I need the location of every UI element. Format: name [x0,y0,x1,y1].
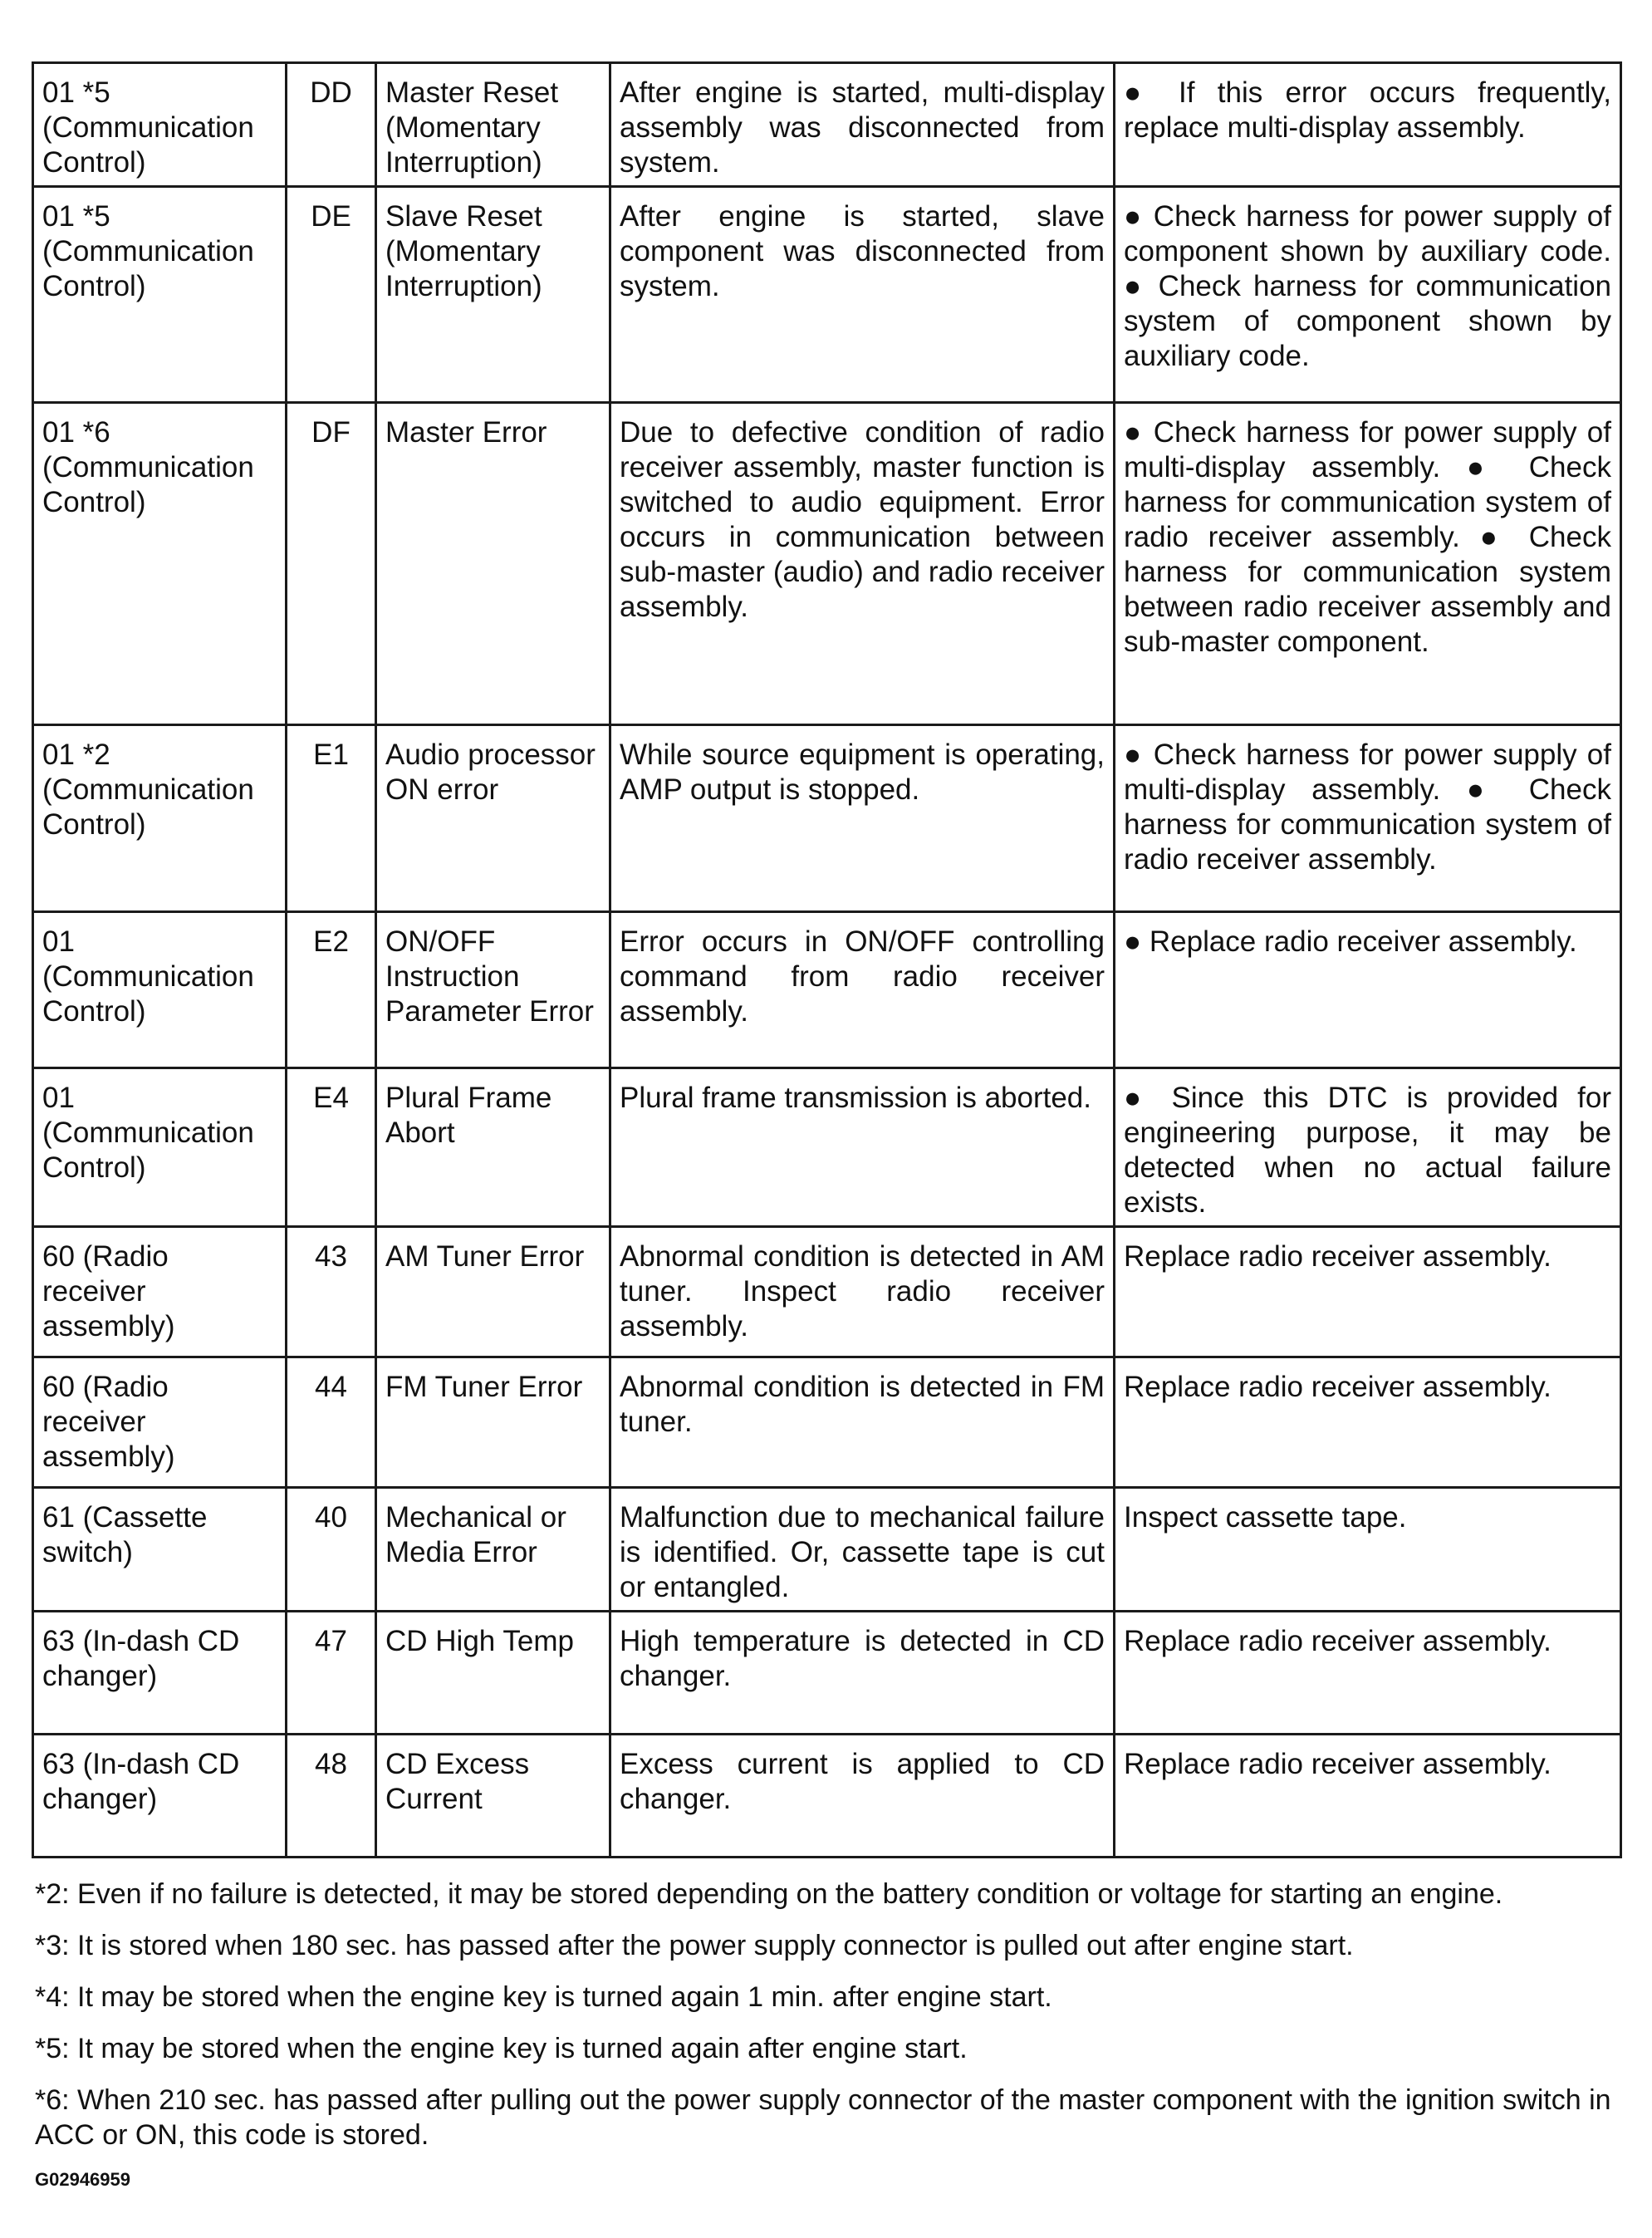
cell-detection-item: ON/OFF Instruction Parameter Error [376,912,610,1068]
cell-dtc: 43 [287,1227,376,1357]
table-row [33,725,1621,912]
cell-detection-item: Audio processor ON error [376,725,610,912]
cell-dtc: 48 [287,1735,376,1858]
table-row [33,1735,1621,1858]
table-row [33,1612,1621,1735]
footnote: *2: Even if no failure is detected, it may be stored depending on the battery condition or voltage for starting an engine. [35,1878,1503,1910]
table-row [33,1357,1621,1488]
cell-action: Replace radio receiver assembly. [1115,1612,1621,1735]
cell-action: Replace radio receiver assembly. [1115,1227,1621,1357]
footnote: *5: It may be stored when the engine key is turned again after engine start. [35,2033,968,2064]
cell-dtc: DD [287,63,376,187]
cell-detection-item: Mechanical or Media Error [376,1488,610,1612]
cell-detection-item: Plural Frame Abort [376,1068,610,1227]
cell-diagnosis-code: 63 (In-dash CD changer) [33,1612,287,1735]
cell-trouble-area: High temperature is detected in CD changer. [610,1612,1115,1735]
cell-detection-item: Slave Reset (Momentary Interruption) [376,187,610,403]
cell-dtc: DF [287,403,376,725]
cell-detection-item: Master Reset (Momentary Interruption) [376,63,610,187]
cell-detection-item: AM Tuner Error [376,1227,610,1357]
cell-trouble-area: After engine is started, multi-display assembly was disconnected from system. [610,63,1115,187]
cell-dtc: 44 [287,1357,376,1488]
cell-detection-item: CD Excess Current [376,1735,610,1858]
cell-diagnosis-code: 01 (Communication Control) [33,912,287,1068]
cell-action: ● Since this DTC is provided for engineering purpose, it may be detected when no actual failure exists. [1115,1068,1621,1227]
cell-trouble-area: Abnormal condition is detected in AM tuner. Inspect radio receiver assembly. [610,1227,1115,1357]
dtc-page [32,61,1620,2191]
table-row [33,63,1621,187]
cell-trouble-area: Abnormal condition is detected in FM tuner. [610,1357,1115,1488]
cell-trouble-area: Error occurs in ON/OFF controlling command from radio receiver assembly. [610,912,1115,1068]
cell-action: Inspect cassette tape. [1115,1488,1621,1612]
cell-trouble-area: Malfunction due to mechanical failure is identified. Or, cassette tape is cut or entangled. [610,1488,1115,1612]
cell-detection-item: FM Tuner Error [376,1357,610,1488]
table-row [33,912,1621,1068]
cell-diagnosis-code: 61 (Cassette switch) [33,1488,287,1612]
cell-diagnosis-code: 60 (Radio receiver assembly) [33,1227,287,1357]
cell-trouble-area: After engine is started, slave component was disconnected from system. [610,187,1115,403]
table-row [33,187,1621,403]
cell-trouble-area: Excess current is applied to CD changer. [610,1735,1115,1858]
cell-detection-item: CD High Temp [376,1612,610,1735]
cell-action: ● Check harness for power supply of multi-display assembly. ● Check harness for communication system of radio receiver assembly. [1115,725,1621,912]
cell-dtc: 47 [287,1612,376,1735]
cell-diagnosis-code: 60 (Radio receiver assembly) [33,1357,287,1488]
cell-dtc: 40 [287,1488,376,1612]
cell-action: ● Replace radio receiver assembly. [1115,912,1621,1068]
cell-action: Replace radio receiver assembly. [1115,1357,1621,1488]
dtc-table-body [33,63,1621,1858]
cell-action: Replace radio receiver assembly. [1115,1735,1621,1858]
cell-dtc: DE [287,187,376,403]
table-row [33,1068,1621,1227]
cell-dtc: E1 [287,725,376,912]
dtc-table [32,61,1622,1858]
cell-detection-item: Master Error [376,403,610,725]
footnote: *6: When 210 sec. has passed after pulling out the power supply connector of the master component with the ignition switch in ACC or ON, this code is stored. [35,2084,1611,2151]
cell-trouble-area: Due to defective condition of radio receiver assembly, master function is switched to audio equipment. Error occurs in communication between sub-master (audio) and radio receiver assembly. [610,403,1115,725]
table-row [33,1488,1621,1612]
cell-diagnosis-code: 01 *5 (Communication Control) [33,63,287,187]
cell-action: ● Check harness for power supply of multi-display assembly. ● Check harness for communication system of radio receiver assembly. ● Check harness for communication system between radio receiver assembly and sub-master component. [1115,403,1621,725]
cell-action: ● If this error occurs frequently, replace multi-display assembly. [1115,63,1621,187]
cell-trouble-area: While source equipment is operating, AMP output is stopped. [610,725,1115,912]
table-row [33,403,1621,725]
figure-code: G02946959 [35,2169,130,2190]
cell-diagnosis-code: 01 (Communication Control) [33,1068,287,1227]
cell-dtc: E4 [287,1068,376,1227]
footnotes [32,1877,1620,2152]
footnote: *3: It is stored when 180 sec. has passed after the power supply connector is pulled out after engine start. [35,1930,1354,1961]
cell-dtc: E2 [287,912,376,1068]
table-row [33,1227,1621,1357]
cell-diagnosis-code: 01 *5 (Communication Control) [33,187,287,403]
cell-trouble-area: Plural frame transmission is aborted. [610,1068,1115,1227]
cell-diagnosis-code: 01 *6 (Communication Control) [33,403,287,725]
footnote: *4: It may be stored when the engine key is turned again 1 min. after engine start. [35,1981,1052,2013]
cell-diagnosis-code: 01 *2 (Communication Control) [33,725,287,912]
cell-diagnosis-code: 63 (In-dash CD changer) [33,1735,287,1858]
cell-action: ● Check harness for power supply of component shown by auxiliary code. ● Check harness for communication system of component shown by auxiliary code. [1115,187,1621,403]
